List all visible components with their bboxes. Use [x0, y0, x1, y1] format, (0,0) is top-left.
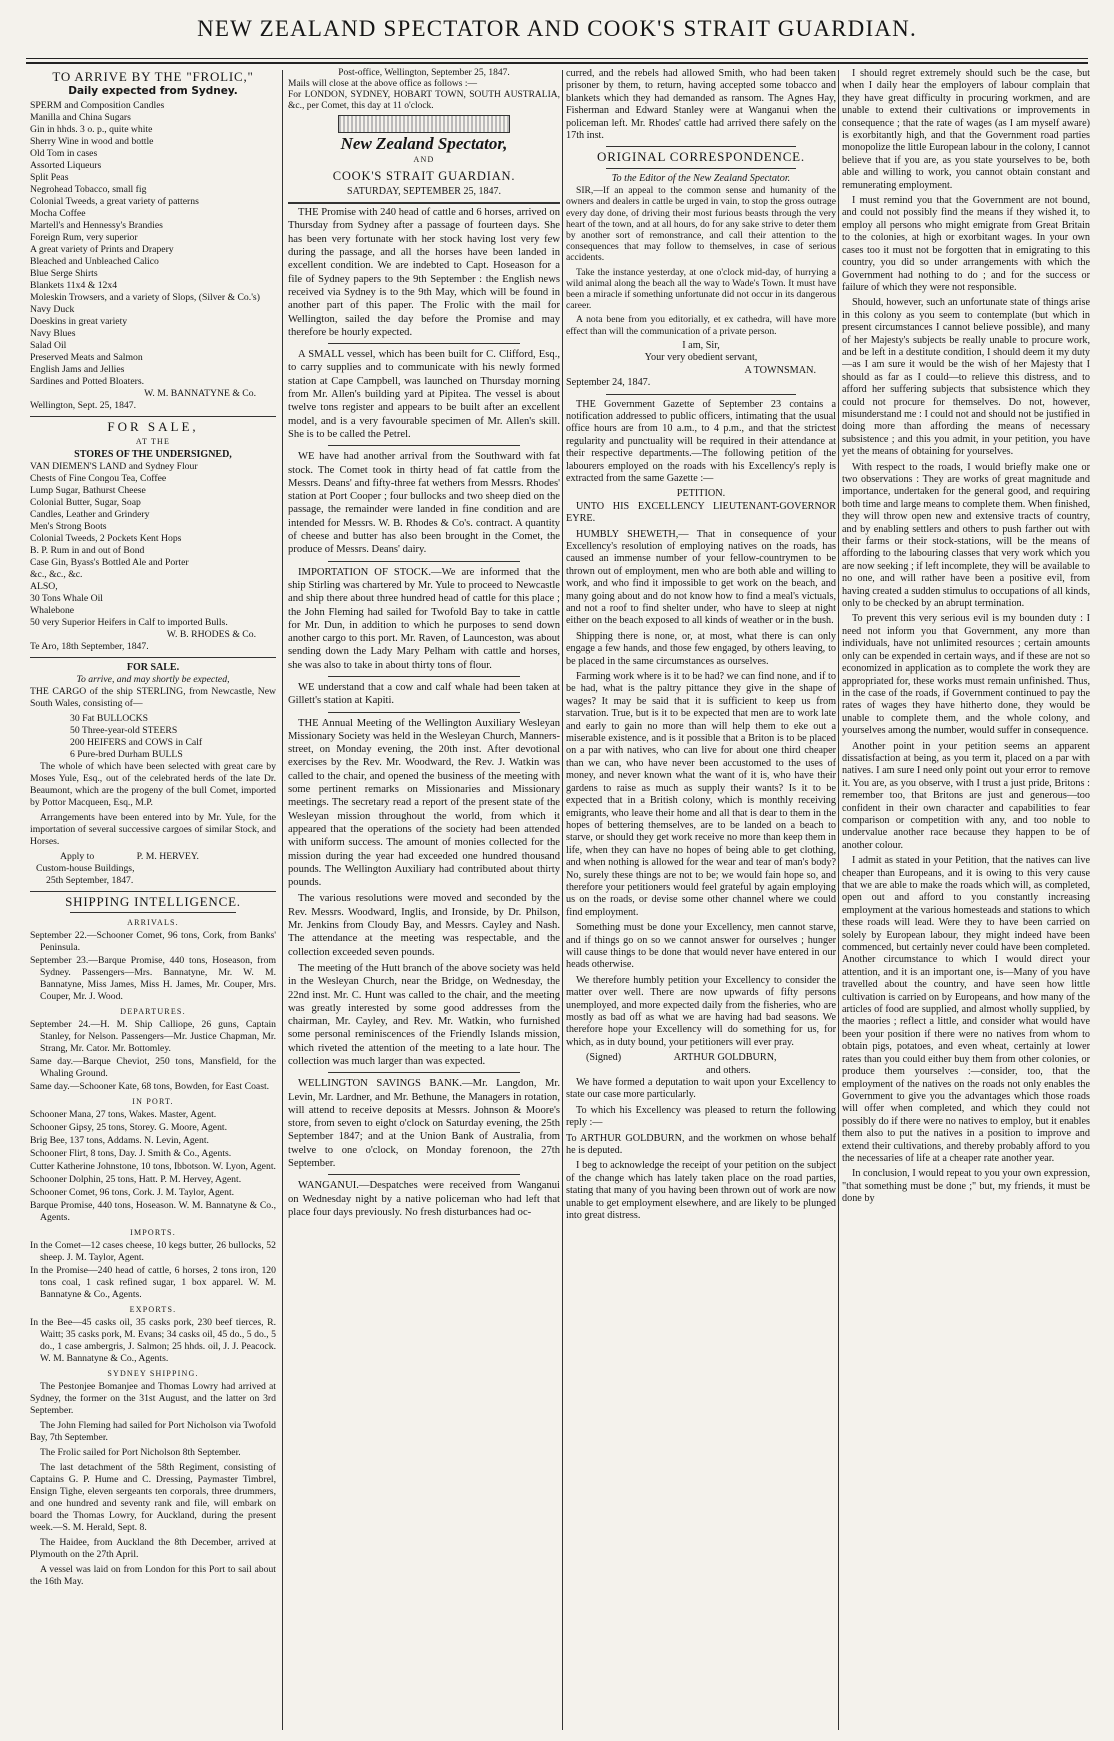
wanganui-continued: curred, and the rebels had allowed Smith, who had been taken prisoner by them, to return, having accepted some tobacco and blankets which they had demanded as ransom. The Agnes Hay, Fisherman and Edward Stanley were at Wanganui when the policeman left. Mr. Rhodes' cattle had arrived there safely on the 17th inst.	[566, 68, 836, 142]
petition-paragraph: Farming work where is it to be had? we can find none, and if to be had, what is the paltry pittance they give in the shape of wages? It may be said that it is sufficient to keep us from starvation. True, but is it to be expected that men are to work late and early to gain no more than will help them to eke out a miserable existence, and is it possible that a Briton is to be placed on a par with natives, who can live for about one third cheaper than we can, who have never been accustomed to the uses of money, and never known what the want of it is, who have their gardens to raise as much as supply their wants? Is it to be expected that in a British colony, which is monthly receiving emigrants, who leave their home and all that is dear to them in the hopes of bettering themselves, are to be landed on a beach to starve, or should they get work receive no more than keep them in life, when they can have no hopes of being able to get clothing, and when nothing is allowed for the wear and tear of man's body? No, surely these things are not to be; we would fain hope so, and therefore your petitioners would feel grateful by again employing us on the roads, or devise some other channel where we could find employment.	[566, 671, 836, 918]
cargo-item: 30 Fat BULLOCKS	[70, 713, 149, 724]
letter-date: September 24, 1847.	[566, 377, 651, 389]
letter-paragraph: Take the instance yesterday, at one o'clock mid-day, of hurrying a wild animal along the beach all the way to Wade's Town. It must have been a miracle if something unfortunate did not occur in its dangerous career.	[566, 266, 836, 312]
cargo-item: 50 Three-year-old STEERS	[70, 725, 178, 736]
goods-item: Doeskins in great variety	[30, 316, 128, 327]
cargo-sale-text: THE CARGO of the ship STERLING, from Newcastle, New South Wales, consisting of—	[30, 686, 276, 709]
column-2	[288, 68, 560, 1732]
import-entry: In the Comet—12 cases cheese, 10 kegs butter, 26 bullocks, 52 sheep. J. M. Taylor, Agent.	[30, 1240, 276, 1263]
goods-item: Mocha Coffee	[30, 208, 86, 219]
cargo-sale-apply: Apply to	[60, 851, 95, 862]
frolic-ad-subtitle: Daily expected from Sydney.	[68, 85, 238, 97]
imports-list	[30, 1240, 276, 1301]
masthead-rule-thick	[26, 62, 1088, 64]
goods-item: VAN DIEMEN'S LAND and Sydney Flour	[30, 461, 198, 472]
cargo-sale-signature: P. M. HERVEY.	[136, 851, 199, 862]
sydney-shipping-entry: The last detachment of the 58th Regiment, consisting of Captains G. P. Hume and C. Dressing, Paymaster Timbrel, Ensign Tighe, eleven sergeants ten corporals, three drummers, and one hundred and seventy rank and file, will embark on board the Thomas Lowry, for Auckland, during the present week.—S. M. Herald, Sept. 8.	[30, 1462, 276, 1533]
news-paragraph: A SMALL vessel, which has been built for C. Clifford, Esq., to carry supplies and to communicate with his newly formed station at Cape Campbell, was launched on Thursday morning from Mr. Allen's building yard at Pipitea. The vessel is about twelve tons register and appears to be built after an excellent model, and is a very favourable specimen of Mr. Allen's skill. She is to be called the Petrel.	[288, 349, 560, 440]
exports-label: EXPORTS.	[129, 1305, 177, 1314]
news-paragraph: WANGANUI.—Despatches were received from Wanganui on Wednesday night by a native policeman who had left that place four days previously. No fresh disturbances had oc-	[288, 1180, 560, 1218]
reply-paragraph: To prevent this very serious evil is my bounden duty : I need not inform you that Government, any more than individuals, have not unlimited resources ; certain amounts only can be expended in certain ways, and if these are not so economized in application as to complete the work they are appropriated for, these works must remain unfinished. Thus, in the case of the roads, if Government continued to pay the rates of wages they have hitherto done, they would be unable to complete them, and the whole colony, and yourselves among the number, would suffer in consequence.	[842, 613, 1090, 737]
goods-item: Men's Strong Boots	[30, 521, 107, 532]
cargo-sale-title: FOR SALE.	[126, 662, 180, 673]
goods-item: Colonial Tweeds, 2 Pockets Kent Hops	[30, 533, 182, 544]
ad-divider	[30, 416, 276, 417]
petition-others: and others.	[706, 1064, 751, 1076]
rule	[606, 146, 796, 147]
reply-continued	[842, 68, 1090, 1206]
column-1	[30, 68, 276, 1732]
news-paragraph: WELLINGTON SAVINGS BANK.—Mr. Langdon, Mr. Levin, Mr. Lardner, and Mr. Bethune, the Managers in rotation, will attend to receive deposits at Messrs. Johnson & Moore's store, from seven to eight o'clock on Saturday evening, the 25th September 1847; and at the Union Bank of Australia, from twelve to one o'clock, on Monday forenoon, the 27th September.	[288, 1078, 560, 1170]
goods-item: B. P. Rum in and out of Bond	[30, 545, 145, 556]
shipping-title: SHIPPING INTELLIGENCE.	[65, 894, 241, 909]
sydney-shipping-entry: The Pestonjee Bomanjee and Thomas Lowry had arrived at Sydney, the former on the 31st August, and the latter on 3rd September.	[30, 1381, 276, 1416]
cargo-sale-place: Custom-house Buildings,	[36, 863, 135, 874]
in-port-entry: Schooner Comet, 96 tons, Cork. J. M. Taylor, Agent.	[30, 1187, 235, 1198]
letter-close-1: I am, Sir,	[682, 339, 720, 351]
cargo-sale-list	[30, 713, 276, 761]
column-3	[566, 68, 836, 1732]
for-sale-goods-list	[30, 461, 276, 629]
petition-paragraph: Something must be done your Excellency, men cannot starve, and if things go on so we cannot answer for ourselves ; hunger will cause things to be done that would never have entered in our heads otherwise.	[566, 922, 836, 971]
goods-item: Case Gin, Byass's Bottled Ale and Porter	[30, 557, 189, 568]
frolic-signature: W. M. BANNATYNE & Co.	[144, 388, 256, 399]
news-paragraphs	[288, 206, 560, 1219]
goods-item: Salad Oil	[30, 340, 67, 351]
post-office-mails: Mails will close at the above office as follows :—	[288, 79, 477, 89]
reply-paragraph: Another point in your petition seems an apparent dissatisfaction at being, as you term it, placed on a par with natives. I am sure I need only point out your error to remove it. You are, as you observe, with I trust a just pride, Britons : remember too, that Britons are just and generous—too confident in their own character and capabilities to fear comparison or competition with any, and too noble to undervalue another race because they happen to be of another colour.	[842, 740, 1090, 851]
cargo-sale-date: 25th September, 1847.	[46, 875, 134, 886]
gazette-notice: THE Government Gazette of September 23 contains a notification addressed to public officers, intimating that the usual office hours are from 10 a.m., to 4 p.m., and that the strictest regularity and punctuality will be required in their attendance at their respective departments.—The following petition of the labourers employed on the roads with his Excellency's reply is extracted from the same Gazette :—	[566, 398, 836, 484]
news-paragraph: THE Annual Meeting of the Wellington Auxiliary Wesleyan Missionary Society was held in the Wesleyan Church, Manners-street, on Monday evening, the 20th inst. After devotional exercises by the Rev. Mr. Woodward, the Rev. J. Watkin was called to the chair, and opened the business of the meeting with some pertinent remarks on Missionaries and Missionary meetings. The secretary read a report of the present state of the Wesleyan mission throughout the world, from which it appeared that the operations of the society had been attended with uniform success. The amount of monies collected for the mission during the year had exceeded one hundred thousand pounds. The Wellington Auxiliary had contributed about thirty pounds.	[288, 717, 560, 889]
in-port-label: IN PORT.	[132, 1097, 174, 1106]
correspondence-title: ORIGINAL CORRESPONDENCE.	[597, 149, 805, 165]
post-office-schedule: For LONDON, SYDNEY, HOBART TOWN, SOUTH AUSTRALIA, &c., per Comet, this day at 11 o'clock.	[288, 90, 560, 111]
letter-close-2: Your very obedient servant,	[644, 352, 758, 364]
sydney-shipping-entry: The Haidee, from Auckland the 8th December, arrived at Plymouth on the 27th April.	[30, 1537, 276, 1560]
in-port-entry: Cutter Katherine Johnstone, 10 tons, Ibbotson. W. Lyon, Agent.	[30, 1161, 276, 1172]
petition-paragraph: Shipping there is none, or, at most, what there is can only engage a few hands, and those few engaged, by others leaving, to be placed in the same circumstances as ourselves.	[566, 630, 836, 667]
for-sale-stores: STORES OF THE UNDERSIGNED,	[74, 449, 232, 460]
column-divider	[282, 70, 283, 1730]
goods-item: Split Peas	[30, 172, 69, 183]
frolic-date: Wellington, Sept. 25, 1847.	[30, 400, 137, 411]
cargo-sale-subtitle: To arrive, and may shortly be expected,	[76, 674, 230, 685]
news-divider	[328, 676, 520, 677]
arrival-entry: September 22.—Schooner Comet, 96 tons, Cork, from Banks' Peninsula.	[30, 930, 276, 953]
news-paragraph: WE understand that a cow and calf whale had been taken at Gillett's station at Kapiti.	[288, 681, 560, 707]
goods-item: Sardines and Potted Bloaters.	[30, 376, 145, 387]
petition-paragraph: We therefore humbly petition your Excellency to consider the matter over well. There are now upwards of fifty persons unemployed, and more expected daily from the fisheries, who are mostly as bad off as what we are having had bad seasons. We therefore hope your Excellency will do something for us, for which, as in duty bound, your petitioners will ever pray.	[566, 974, 836, 1048]
goods-item: English Jams and Jellies	[30, 364, 125, 375]
rule	[606, 394, 796, 395]
goods-item: Old Tom in cases	[30, 148, 98, 159]
frolic-goods-list	[30, 100, 276, 388]
exports-list	[30, 1317, 276, 1365]
sydney-shipping-label: SYDNEY SHIPPING.	[107, 1369, 199, 1378]
news-paragraph: WE have had another arrival from the Southward with fat stock. The Comet took in thirty head of fat cattle from the Messrs. Deans' and fifty-three fat wethers from Messrs. Rhodes' station at Port Cooper ; four bullocks and two sheep died on the passage, the remainder were landed in fine condition and are intended for Messrs. W. B. Rhodes & Co's. contract. A quantity of cheese and butter has also been brought in the Comet, the produce of Messrs. Deans' dairy.	[288, 451, 560, 556]
column-divider	[838, 70, 839, 1730]
petition-paragraph: HUMBLY SHEWETH,— That in consequence of your Excellency's resolution of employing natives on the roads, has caused an immense number of your fellow-countrymen to be thrown out of employment, men who are both able and willing to work, and who find it impossible to get work on the beach, and many going about and do not know how to find a meal's victuals, and not a roof to find shelter under, who have to sleep at night either on the beach exposed to all kinds of weather or in the bush.	[566, 528, 836, 627]
goods-item: Whalebone	[30, 605, 75, 616]
news-divider	[328, 1072, 520, 1073]
departures-list	[30, 1019, 276, 1093]
goods-item: Sherry Wine in wood and bottle	[30, 136, 154, 147]
letter-paragraph: SIR,—If an appeal to the common sense and humanity of the owners and dealers in cattle be urged in vain, to stop the gross outrage every day done, of driving their most furious beasts through the very heart of the town, and at all hours, do for any sake strive to deter them by another sort of remonstrance, and call their attention to the consequences that may follow to themselves, in case of serious accidents.	[566, 185, 836, 264]
reply-addressee: To ARTHUR GOLDBURN, and the workmen on whose behalf he is deputed.	[566, 1132, 836, 1157]
reply-paragraph: Should, however, such an unfortunate state of things arise in this colony as you seem to contemplate (but which in present circumstances I cannot believe possible), and many of her Majesty's subjects be really unable to procure work, and be left in a destitute condition, I should deem it my duty—as I am sure it would be the wish of her Majesty that I should as far as I could—to relieve this distress, and to afford her suffering subjects that subsistence which they could not procure for themselves. Do not, however, misunderstand me : I could not and should not be justified in doing more than affording the means of necessary subsistence ; and this you admit, in your petition, you have yet the means of obtaining for yourselves.	[842, 297, 1090, 458]
goods-item: Chests of Fine Congou Tea, Coffee	[30, 473, 167, 484]
reply-paragraph: I should regret extremely should such be the case, but when I daily hear the employers of labour complain that they have great difficulty in procuring workmen, and are unable to extend their cultivations or improvements in consequence ; that the rate of wages (as I am myself aware) is exorbitantly high, and that the Government road parties monopolize the little European labour in the colony, I cannot believe that if you are, as you state yourselves to be, both able and willing to work, you cannot obtain constant and remunerating employment.	[842, 68, 1090, 191]
goods-item: Bleached and Unbleached Calico	[30, 256, 159, 267]
goods-item: Martell's and Hennessy's Brandies	[30, 220, 163, 231]
reply-paragraph: I must remind you that the Government are not bound, and could not possibly find the means if they wished it, to employ all persons who might emigrate from Great Britain to the colonies, at high or exorbitant wages. In your own cases too it must not be forgotten that in emigrating to this country, you did so under arrangements with which the Government had nothing to do ; and for the success or failure of which they were not responsible.	[842, 195, 1090, 293]
reply-paragraph: With respect to the roads, I would briefly make one or two observations : They are works of great magnitude and importance, undertaken for the general good, and requiring both time and large means to complete them. When finished, they will throw open new and extensive tracts of country, and by enabling settlers and others to push farther out with their farms or their stock-stations, will be the means of affording to the labouring classes that very work which you are now seeking ; if left incomplete, they will be available to no one, and will rather have been a positive evil, from having created a sudden stimulus to occupations of all kinds, only to be checked by an abrupt termination.	[842, 461, 1090, 610]
cargo-sale-body-2: Arrangements have been entered into by Mr. Yule, for the importation of several successive cargoes of similar Stock, and Horses.	[30, 812, 276, 847]
in-port-list	[30, 1109, 276, 1224]
section-divider	[30, 891, 276, 892]
news-paragraph: The meeting of the Hutt branch of the above society was held in the Wesleyan Church, near the Bridge, on Wednesday, the 22nd inst. Mr. C. Hunt was called to the chair, and the meeting was greatly interested by some good addresses from the chairman, Mr. Cayley, and Rev. Mr. Watkin, who furnished some personal reminiscences of the Friendly Islands mission, which riveted the attention of the meeting to a late hour. The collection was much larger than was expected.	[288, 962, 560, 1067]
news-paragraph: IMPORTATION OF STOCK.—We are informed that the ship Stirling was chartered by Mr. Yule to proceed to Newcastle and ship there about three hundred head of cattle for this place ; the John Fleming had sailed for Twofold Bay to take in cattle for Mr. Dun, in addition to which he purposes to send down another cargo to this port. Mr. Raven, of Launceston, was about sending down the Lady Mary Pelham with cattle and horses, she was also to take in about thirty tons of flour.	[288, 566, 560, 671]
goods-item: A great variety of Prints and Drapery	[30, 244, 174, 255]
reply-text: I beg to acknowledge the receipt of your petition on the subject of the change which has lately taken place on the road parties, stating that many of you having been thrown out of work are now unable to get employment elsewhere, and are likely to be plunged into great distress.	[566, 1160, 836, 1222]
rule	[288, 202, 560, 204]
paper-and: AND	[413, 155, 435, 165]
goods-item: Lump Sugar, Bathurst Cheese	[30, 485, 146, 496]
sydney-shipping-entry: A vessel was laid on from London for this Port to sail about the 16th May.	[30, 1564, 276, 1587]
goods-item: 30 Tons Whale Oil	[30, 593, 103, 604]
for-sale-signature: W. B. RHODES & Co.	[166, 629, 256, 640]
post-office-line: Post-office, Wellington, September 25, 1847.	[338, 68, 510, 78]
goods-item: Navy Blues	[30, 328, 76, 339]
news-divider	[328, 445, 520, 446]
news-divider	[328, 712, 520, 713]
reply-paragraph: In conclusion, I would repeat to you your own expression, "that something must be done ;" but, my friends, it must be done by	[842, 1168, 1090, 1205]
sydney-shipping-list	[30, 1381, 276, 1588]
goods-item: Negrohead Tobacco, small fig	[30, 184, 147, 195]
news-divider	[328, 561, 520, 562]
goods-item: ALSO,	[30, 581, 58, 592]
column-4	[842, 68, 1090, 1732]
frolic-ad-title: TO ARRIVE BY THE "FROLIC,"	[52, 69, 254, 84]
in-port-entry: Schooner Mana, 27 tons, Wakes. Master, Agent.	[30, 1109, 217, 1120]
cargo-item: 6 Pure-bred Durham BULLS	[70, 749, 183, 760]
rule	[606, 168, 796, 169]
news-divider	[328, 343, 520, 344]
cargo-sale-body: The whole of which have been selected with great care by Moses Yule, Esq., out of the celebrated herds of the late Dr. Beaumont, which are the progeny of the bull Comet, imported by Pottor Macqueen, Esq., M.P.	[30, 761, 276, 808]
petition-address: UNTO HIS EXCELLENCY LIEUTENANT-GOVERNOR EYRE.	[566, 500, 836, 525]
reply-paragraph: I admit as stated in your Petition, that the natives can live cheaper than Europeans, and it is owing to this very cause that we are able to make the roads which will, as completed, open out and afford to you constantly increasing employment at the various homesteads and stations to which these roads will lead. Were they to have been carried on solely by European labour, they might indeed have been commenced, but certainly never could have been completed. Another circumstance to which I would direct your attention, and it is an important one, is—Many of you have travelled about the country, and have seen how little cultivation is carried on by Europeans, and how many of the articles of food are supplied, and almost wholly supplied, by the maories ; reflect a little, and consider what would have been your position if there were no natives from whom to obtain pigs, potatoes, and even wheat, certainly at lower rates than you could either buy them from other colonies, or produce them yourselves :—consider, too, that the employment of the natives on the roads not only enables the Government to give you the advantages which those roads will offer when completed, and which they could not possibly do if there were no natives to employ, but it enables them also to put the natives in a position to improve and extend their cultivations, and thereby probably afford to you the necessaries of life at a cheaper rate another year.	[842, 855, 1090, 1164]
goods-item: Gin in hhds. 3 o. p., quite white	[30, 124, 153, 135]
petition-signer: ARTHUR GOLDBURN,	[673, 1052, 777, 1064]
letter-signature: A TOWNSMAN.	[744, 364, 816, 376]
to-editor: To the Editor of the New Zealand Spectator.	[611, 172, 791, 184]
news-paragraph: THE Promise with 240 head of cattle and 6 horses, arrived on Thursday from Sydney after a passage of fourteen days. She has been very fortunate with her stock having lost very few during the passage, and all the horses have been landed in excellent condition. We are indebted to Capt. Hoseason for a file of Sydney papers to the 9th September : the English news received via Sydney is to the 9th May, which will be found in another part of this paper. The Frolic with the mail for Wellington, sailed the day before the Promise and may therefore be hourly expected.	[288, 207, 560, 338]
goods-item: Moleskin Trowsers, and a variety of Slops, (Silver & Co.'s)	[30, 292, 260, 303]
in-port-entry: Schooner Flirt, 8 tons, Day. J. Smith & Co., Agents.	[30, 1148, 232, 1159]
petition-signed: (Signed)	[586, 1052, 622, 1064]
masthead	[0, 6, 1114, 54]
arrivals-list	[30, 930, 276, 1003]
departure-entry: Same day.—Schooner Kate, 68 tons, Bowden, for East Coast.	[30, 1081, 270, 1092]
news-divider	[328, 1174, 520, 1175]
paper-subtitle: COOK'S STRAIT GUARDIAN.	[332, 168, 516, 183]
ad-divider	[30, 657, 276, 658]
goods-item: Foreign Rum, very superior	[30, 232, 138, 243]
export-entry: In the Bee—45 casks oil, 35 casks pork, 230 beef tierces, R. Waitt; 35 casks pork, M. Evans; 34 casks oil, 45 do., 5 do., 5 do., 1 case ambergris, J. Salmon; 25 hhds. oil, J. J. Peacock. W. M. Bannatyne & Co., Agents.	[30, 1317, 276, 1364]
cargo-item: 200 HEIFERS and COWS in Calf	[70, 737, 203, 748]
goods-item: Blankets 11x4 & 12x4	[30, 280, 118, 291]
import-entry: In the Promise—240 head of cattle, 6 horses, 2 tons iron, 120 tons coal, 1 cask refined sugar, 1 box apparel. W. M. Bannatyne & Co., Agents.	[30, 1265, 276, 1300]
paper-title: New Zealand Spectator,	[340, 134, 508, 153]
column-divider	[562, 70, 563, 1730]
for-sale-at: AT THE	[135, 437, 171, 446]
letter-body	[566, 185, 836, 337]
departure-entry: September 24.—H. M. Ship Calliope, 26 guns, Captain Stanley, for Nelson. Passengers—Mr. Justice Chapman, Mr. Strang, Mr. Cator. Mr. Bottomley.	[30, 1019, 276, 1054]
deputation-text: We have formed a deputation to wait upon your Excellency to state our case more particularly.	[566, 1077, 836, 1101]
masthead-title: NEW ZEALAND SPECTATOR AND COOK'S STRAIT GUARDIAN.	[197, 16, 917, 41]
in-port-entry: Schooner Dolphin, 25 tons, Hatt. P. M. Hervey, Agent.	[30, 1174, 242, 1185]
goods-item: Colonial Butter, Sugar, Soap	[30, 497, 141, 508]
letter-paragraph: A nota bene from you editorially, et ex cathedra, will have more effect than will the communication of a private person.	[566, 314, 836, 337]
goods-item: 50 very Superior Heifers in Calf to imported Bulls.	[30, 617, 228, 628]
goods-item: SPERM and Composition Candles	[30, 100, 165, 111]
in-port-entry: Brig Bee, 137 tons, Addams. N. Levin, Agent.	[30, 1135, 209, 1146]
goods-item: Assorted Liqueurs	[30, 160, 102, 171]
petition-title: PETITION.	[676, 488, 726, 500]
goods-item: Blue Serge Shirts	[30, 268, 98, 279]
reply-intro: To which his Excellency was pleased to return the following reply :—	[566, 1104, 836, 1129]
for-sale-title: FOR SALE,	[107, 419, 199, 434]
goods-item: &c., &c., &c.	[30, 569, 83, 580]
goods-item: Colonial Tweeds, a great variety of patterns	[30, 196, 199, 207]
goods-item: Candles, Leather and Grindery	[30, 509, 150, 520]
masthead-banner	[338, 115, 510, 133]
petition-body	[566, 529, 836, 1050]
rule	[70, 912, 236, 913]
paper-date: SATURDAY, SEPTEMBER 25, 1847.	[347, 185, 501, 197]
in-port-entry: Schooner Gipsy, 25 tons, Storey. G. Moore, Agent.	[30, 1122, 228, 1133]
departures-label: DEPARTURES.	[120, 1007, 186, 1016]
goods-item: Manilla and China Sugars	[30, 112, 131, 123]
sydney-shipping-entry: The John Fleming had sailed for Port Nicholson via Twofold Bay, 7th September.	[30, 1420, 276, 1443]
goods-item: Preserved Meats and Salmon	[30, 352, 143, 363]
departure-entry: Same day.—Barque Cheviot, 250 tons, Mansfield, for the Whaling Ground.	[30, 1056, 276, 1079]
in-port-entry: Barque Promise, 440 tons, Hoseason. W. M. Bannatyne & Co., Agents.	[30, 1200, 276, 1223]
goods-item: Navy Duck	[30, 304, 75, 315]
masthead-rule	[26, 58, 1088, 59]
for-sale-date: Te Aro, 18th September, 1847.	[30, 641, 149, 652]
arrival-entry: September 23.—Barque Promise, 440 tons, Hoseason, from Sydney. Passengers—Mrs. Bannatyne, Mr. W. M. Bannatyne, Miss James, Miss H. James, Mr. Couper, Mrs. Couper, Mr. J. Wood.	[30, 955, 276, 1002]
arrivals-label: ARRIVALS.	[127, 918, 179, 927]
news-paragraph: The various resolutions were moved and seconded by the Rev. Messrs. Woodward, Inglis, and Ironside, by Dr. Philson, Mr. Jenkins from Cloudy Bay, and Messrs. Cayley and Nash. The attendance at the meeting was respectable, and the collection exceeded seven pounds.	[288, 893, 560, 958]
sydney-shipping-entry: The Frolic sailed for Port Nicholson 8th September.	[40, 1447, 241, 1458]
imports-label: IMPORTS.	[130, 1228, 176, 1237]
